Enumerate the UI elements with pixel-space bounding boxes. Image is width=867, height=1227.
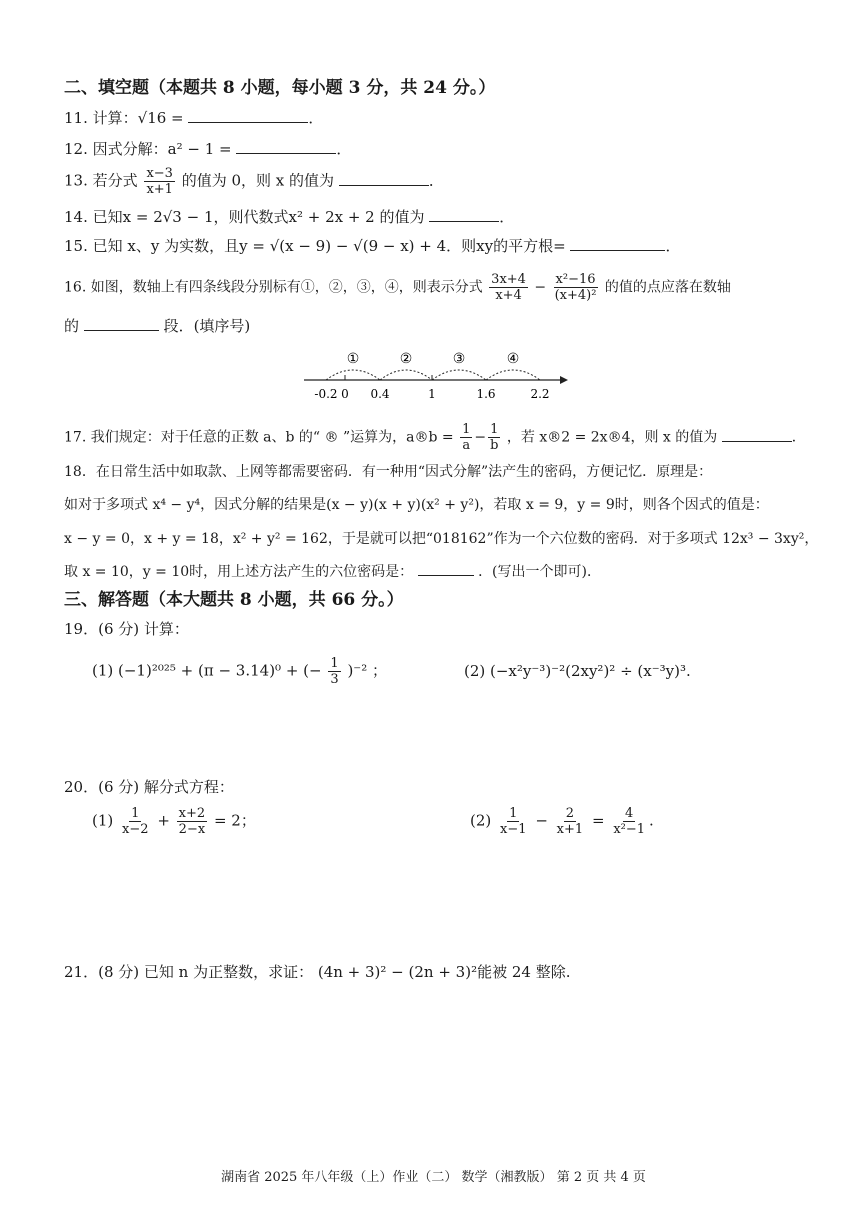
section-2-heading: 二、填空题（本题共 8 小题，每小题 3 分，共 24 分。） [64,78,496,98]
q19-part-1 [92,656,387,687]
q13-post: 的值为 0，则 x 的值为 [181,171,335,190]
q16-fraction-1 [489,272,528,303]
q17-answer-blank [722,427,792,442]
q13-fraction-denominator: x+1 [146,182,173,197]
q20-p2-label: (2) [470,811,492,830]
q20-p2-f1-numerator: 1 [509,806,518,821]
q17-fb-numerator: 1 [490,422,499,437]
q11-text: 计算：√16 = [92,109,184,127]
q15-number: 15. [64,237,88,255]
q20-p1-fraction-1 [120,806,151,837]
q20-p1-rhs: = 2； [213,811,256,830]
q12-text: 因式分解：a² − 1 = [92,140,232,158]
q17-pre: 我们规定：对于任意的正数 a、b 的“ ® ”运算为，a®b = [90,429,454,446]
q19-part-2: (2) (−x²y⁻³)⁻²(2xy²)² ÷ (x⁻³y)³. [464,662,691,680]
question-21: 21．(8 分) 已知 n 为正整数，求证： (4n + 3)² − (2n + 3)²能被 24 整除. [64,963,571,981]
q20-p1-f2-numerator: x+2 [178,806,206,821]
q20-part-2 [470,806,654,837]
q20-p2-f1-denominator: x−1 [500,822,527,837]
q20-p1-f2-denominator: 2−x [178,822,206,837]
q13-number: 13. [64,171,88,190]
question-15: 15. 已知 x、y 为实数，且y = √(x − 9) − √(9 − x) + 4．则xy的平方根= ． [64,237,681,255]
q18-line-2: 如对于多项式 x⁴ − y⁴，因式分解的结果是(x − y)(x + y)(x² + y²)，若取 x = 9，y = 9时，则各个因式的值是： [64,497,769,513]
q16-post: 的值的点应落在数轴 [604,279,731,296]
q15-text: 已知 x、y 为实数，且y = √(x − 9) − √(9 − x) + 4．则xy的平方根= [92,237,566,255]
q14-text: 已知x = 2√3 − 1，则代数式x² + 2x + 2 的值为 [92,208,425,226]
number-line-arrow [560,376,568,384]
q17-fraction-b [488,422,500,453]
q18-answer-blank [418,561,474,576]
q19-title: 19．(6 分) 计算： [64,620,189,638]
q11-number: 11. [64,109,88,127]
q14-answer-blank [429,207,499,222]
question-11: 11. 计算：√16 = ． [64,109,324,127]
tick-label-1-6: 1.6 [476,387,496,401]
q15-answer-blank [570,236,665,251]
q19-p1-pre: (1) (−1)²⁰²⁵ + (π − 3.14)⁰ + (− [92,661,322,680]
q18-line4-pre: 取 x = 10，y = 10时，用上述方法产生的六位密码是： [64,564,414,580]
q19-p1-post: )⁻² ； [347,661,387,680]
q20-p2-f3-numerator: 4 [625,806,634,821]
q20-p2-f3-denominator: x²−1 [613,822,646,837]
question-17: 17. 我们规定：对于任意的正数 a、b 的“ ® ”运算为，a®b = $\frac{1}{a}$ − $\frac{1}{b}$ ，若 x®2 = 2x®4，则 x 的值为 ． [64,422,806,453]
q16-answer-blank [84,316,159,331]
question-12: 12. 因式分解：a² − 1 = ． [64,140,352,158]
q17-number: 17. [64,429,87,446]
question-13: 13. 若分式 $\frac{x-3}{x+1}$ 的值为 0，则 x 的值为 ． [64,166,444,197]
q20-p1-label: (1) [92,811,114,830]
page-footer: 湖南省 2025 年八年级（上）作业（二） 数学（湘教版） 第 2 页 共 4 页 [221,1170,646,1185]
tick-label-1: 1 [428,387,436,401]
q16-f1-numerator: 3x+4 [491,272,526,287]
number-line-figure [296,344,576,406]
q17-fa-denominator: a [462,438,471,453]
q17-fb-denominator: b [490,438,499,453]
q16-line2-post: 段．(填序号) [163,317,251,335]
q16-number: 16. [64,279,87,296]
q16-f2-numerator: x²−16 [555,272,596,287]
segment-label-3: ③ [452,351,466,367]
segment-arc-1 [326,370,380,380]
q13-fraction-numerator: x−3 [146,166,173,181]
q19-p1-denominator: 3 [330,672,339,687]
q18-line-3: x − y = 0，x + y = 18，x² + y² = 162，于是就可以把“018162”作为一个六位数的密码．对于多项式 12x³ − 3xy²， [64,531,819,547]
q19-p1-fraction [328,656,340,687]
segment-arc-3 [432,370,486,380]
q18-line-1: 18．在日常生活中如取款、上网等都需要密码．有一种用“因式分解”法产生的密码，方便记忆．原理是： [64,464,713,480]
q20-p2-fraction-2 [555,806,586,837]
q14-number: 14. [64,208,88,226]
q16-f2-denominator: (x+4)² [554,288,597,303]
tick-label-2-2: 2.2 [530,387,550,401]
question-16: 16. 如图，数轴上有四条线段分别标有①，②，③，④，则表示分式 $\frac{3x+4}{x+4}$ − $\frac{\text{x²−16}}{\text{(x+4)²}}$ 的值的点应落在数轴 [64,272,731,303]
segment-label-4: ④ [506,351,520,367]
q20-p2-f2-denominator: x+1 [556,822,584,837]
q11-answer-blank [188,108,308,123]
q16-line2-pre: 的 [64,317,80,335]
segment-arc-2 [380,370,432,380]
q20-p2-fraction-1 [498,806,529,837]
q20-title: 20．(6 分) 解分式方程： [64,778,234,796]
q17-post: ，若 x®2 = 2x®4，则 x 的值为 [506,429,718,446]
q13-pre: 若分式 [92,171,138,190]
tick-label-0-4: 0.4 [370,387,390,401]
q18-line-4 [64,561,601,582]
q19-p1-numerator: 1 [330,656,339,671]
q20-p1-f1-numerator: 1 [131,806,140,821]
segment-arc-4 [486,370,540,380]
q13-answer-blank [339,171,429,186]
q20-p2-operator: − [535,811,548,830]
question-16-line-2 [64,316,250,336]
segment-label-1: ① [346,351,360,367]
q12-number: 12. [64,140,88,158]
q16-f1-denominator: x+4 [495,288,522,303]
tick-label-0: 0 [341,387,349,401]
q20-p2-end: . [649,811,654,830]
q20-p2-f2-numerator: 2 [565,806,575,821]
q20-p2-equals: = [591,811,605,830]
q16-pre: 如图，数轴上有四条线段分别标有①，②，③，④，则表示分式 [90,279,483,296]
segment-label-2: ② [399,351,413,367]
q20-part-1 [92,806,256,837]
q18-line4-post: ．(写出一个即可)． [478,564,601,580]
q13-fraction [144,166,175,197]
q17-fa-numerator: 1 [462,422,471,437]
question-14: 14. 已知x = 2√3 − 1，则代数式x² + 2x + 2 的值为 ． [64,208,515,226]
q20-p1-fraction-2 [177,806,208,837]
q12-answer-blank [236,139,336,154]
q20-p2-fraction-3 [611,806,647,837]
q20-p1-f1-denominator: x−2 [122,822,149,837]
q16-fraction-2 [553,272,599,303]
tick-label-neg-0-2: -0.2 [314,387,338,401]
q20-p1-operator: + [157,811,170,830]
section-3-heading: 三、解答题（本大题共 8 小题，共 66 分。） [64,590,404,610]
q17-fraction-a [460,422,472,453]
